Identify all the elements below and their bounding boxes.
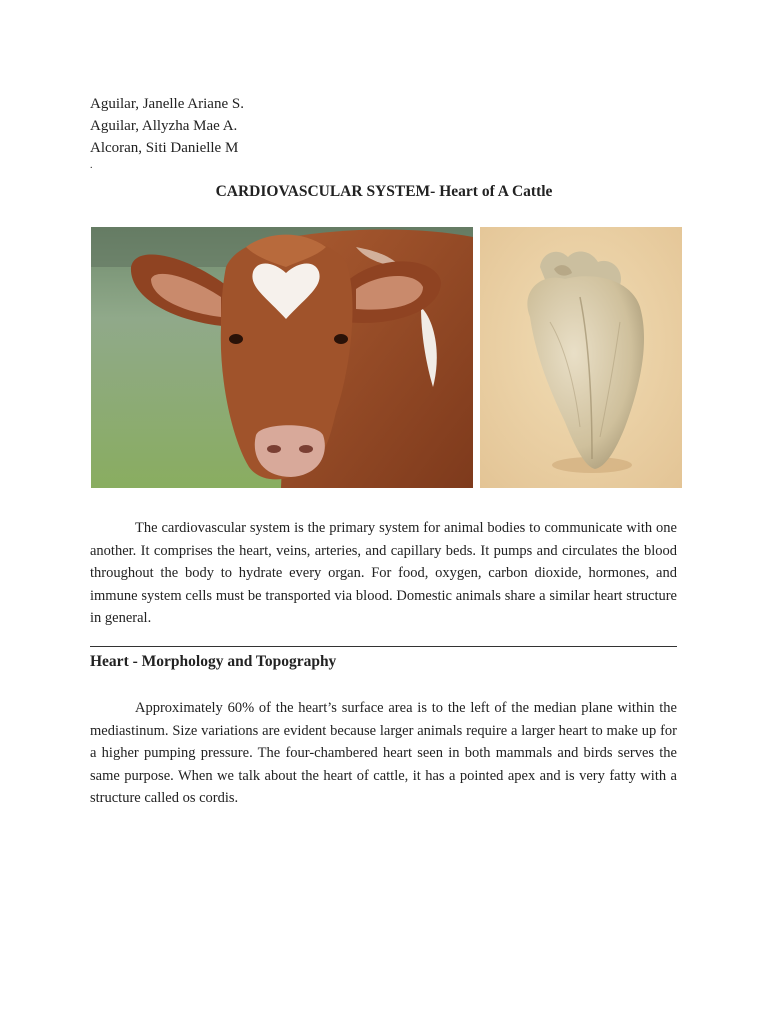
intro-paragraph: The cardiovascular system is the primary system for animal bodies to communicate with one another. It comprises the heart, veins, arteries, and capillary beds. It pumps and circulates the blood throughout the body to hydrate every organ. For food, oxygen, carbon dioxide, hormones, and immune system cells must be transported via blood. Domestic animals share a similar heart structure in general. (90, 520, 677, 626)
author-name: Aguilar, Janelle Ariane S. (90, 96, 244, 112)
document-title: CARDIOVASCULAR SYSTEM- Heart of A Cattle (215, 183, 553, 200)
section-divider (90, 646, 677, 647)
morphology-paragraph: Approximately 60% of the heart’s surface area is to the left of the median plane within the mediastinum. Size variations are evident because larger animals require a larger heart to make up for a higher pumping pressure. The four-chambered heart seen in both mammals and birds serves the same purpose. When we talk about the heart of cattle, it has a pointed apex and is very fatty with a structure called os cordis. (90, 700, 677, 806)
cattle-heart-photo (480, 227, 682, 488)
author-list (90, 93, 244, 171)
section-heading: Heart - Morphology and Topography (90, 653, 337, 670)
author-name: Aguilar, Allyzha Mae A. (90, 118, 238, 134)
author-trailing-dot: . (90, 160, 93, 171)
cow-photo (91, 227, 473, 488)
author-name: Alcoran, Siti Danielle M (90, 140, 239, 156)
